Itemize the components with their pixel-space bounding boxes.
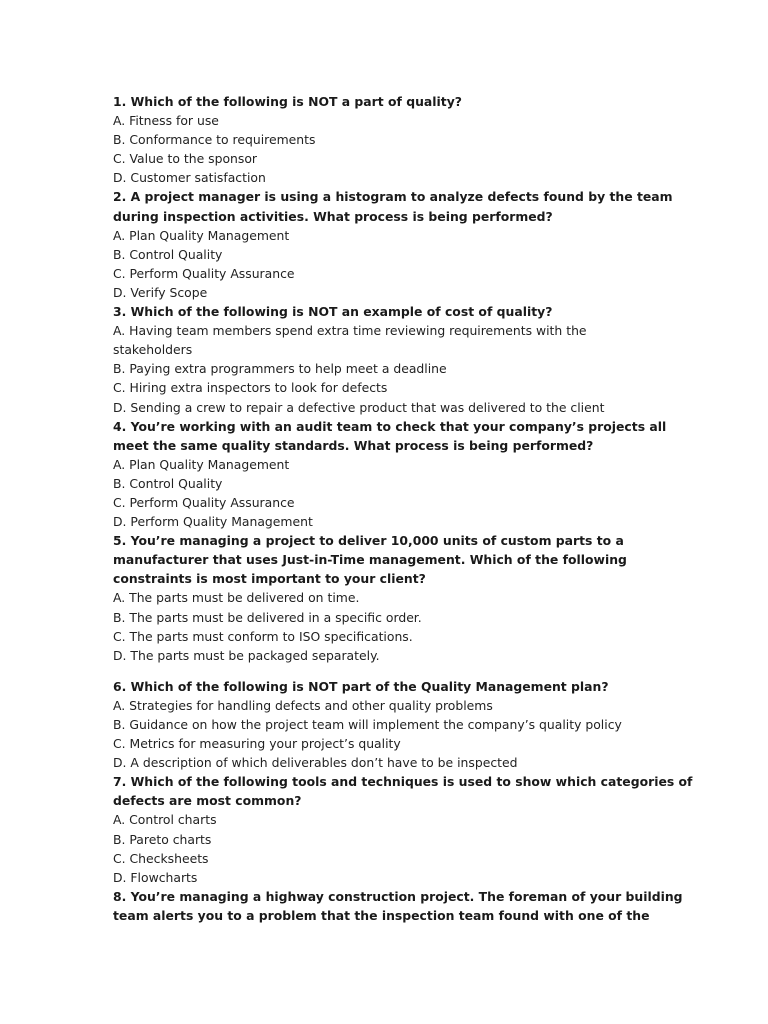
question-block <box>113 531 653 665</box>
answer-option: C. The parts must conform to ISO specifications. <box>113 628 413 644</box>
question-text: 1. Which of the following is NOT a part of quality? <box>113 94 462 109</box>
question-block <box>113 677 653 772</box>
answer-option: A. Fitness for use <box>113 113 219 129</box>
answer-option: B. Control Quality <box>113 246 223 262</box>
question-block <box>113 92 653 187</box>
question-text: 3. Which of the following is NOT an example of cost of quality? <box>113 304 553 320</box>
answer-option: D. Perform Quality Management <box>113 514 313 530</box>
question-block <box>113 187 673 302</box>
answer-option: C. Metrics for measuring your project’s quality <box>113 736 401 752</box>
answer-option: A. Strategies for handling defects and other quality problems <box>113 697 493 713</box>
answer-option: B. Paying extra programmers to help meet a deadline <box>113 361 447 377</box>
answer-option: D. A description of which deliverables don’t have to be inspected <box>113 755 518 771</box>
answer-option: D. Customer satisfaction <box>113 170 266 186</box>
answer-option: C. Perform Quality Assurance <box>113 494 295 510</box>
question-text: 5. You’re managing a project to deliver 10,000 units of custom parts to a <box>113 533 624 549</box>
answer-option: C. Perform Quality Assurance <box>113 265 295 281</box>
answer-option: C. Checksheets <box>113 850 209 866</box>
question-text: defects are most common? <box>113 793 302 809</box>
question-text: 2. A project manager is using a histogram to analyze defects found by the team <box>113 189 673 205</box>
question-text: meet the same quality standards. What process is being performed? <box>113 437 594 453</box>
question-block <box>113 772 693 887</box>
answer-option: A. Having team members spend extra time reviewing requirements with the <box>113 323 587 339</box>
answer-option: D. The parts must be packaged separately. <box>113 647 380 663</box>
question-block <box>113 887 683 925</box>
answer-option: C. Value to the sponsor <box>113 151 258 167</box>
answer-option: A. The parts must be delivered on time. <box>113 590 360 606</box>
answer-option: B. Guidance on how the project team will implement the company’s quality policy <box>113 717 622 732</box>
question-block <box>113 302 653 417</box>
answer-option: B. Conformance to requirements <box>113 132 316 148</box>
question-text: constraints is most important to your client? <box>113 571 426 587</box>
question-text: during inspection activities. What process is being performed? <box>113 208 553 224</box>
question-text: manufacturer that uses Just-in-Time management. Which of the following <box>113 552 627 568</box>
question-document <box>113 92 693 925</box>
answer-option: C. Hiring extra inspectors to look for defects <box>113 380 388 396</box>
question-text: team alerts you to a problem that the inspection team found with one of the <box>113 907 650 923</box>
answer-option: A. Plan Quality Management <box>113 227 290 243</box>
answer-option: B. Control Quality <box>113 475 223 491</box>
answer-option: stakeholders <box>113 342 193 358</box>
question-text: 8. You’re managing a highway construction project. The foreman of your building <box>113 888 683 904</box>
question-text: 6. Which of the following is NOT part of the Quality Management plan? <box>113 678 609 694</box>
question-text: 7. Which of the following tools and techniques is used to show which categories of <box>113 774 693 790</box>
answer-option: A. Control charts <box>113 812 217 828</box>
answer-option: B. The parts must be delivered in a specific order. <box>113 609 422 625</box>
answer-option: D. Sending a crew to repair a defective product that was delivered to the client <box>113 399 605 415</box>
answer-option: B. Pareto charts <box>113 831 212 847</box>
answer-option: D. Verify Scope <box>113 284 208 300</box>
question-block <box>113 417 667 532</box>
answer-option: A. Plan Quality Management <box>113 456 290 472</box>
question-text: 4. You’re working with an audit team to check that your company’s projects all <box>113 418 667 434</box>
answer-option: D. Flowcharts <box>113 869 198 885</box>
section-spacer <box>113 665 653 677</box>
